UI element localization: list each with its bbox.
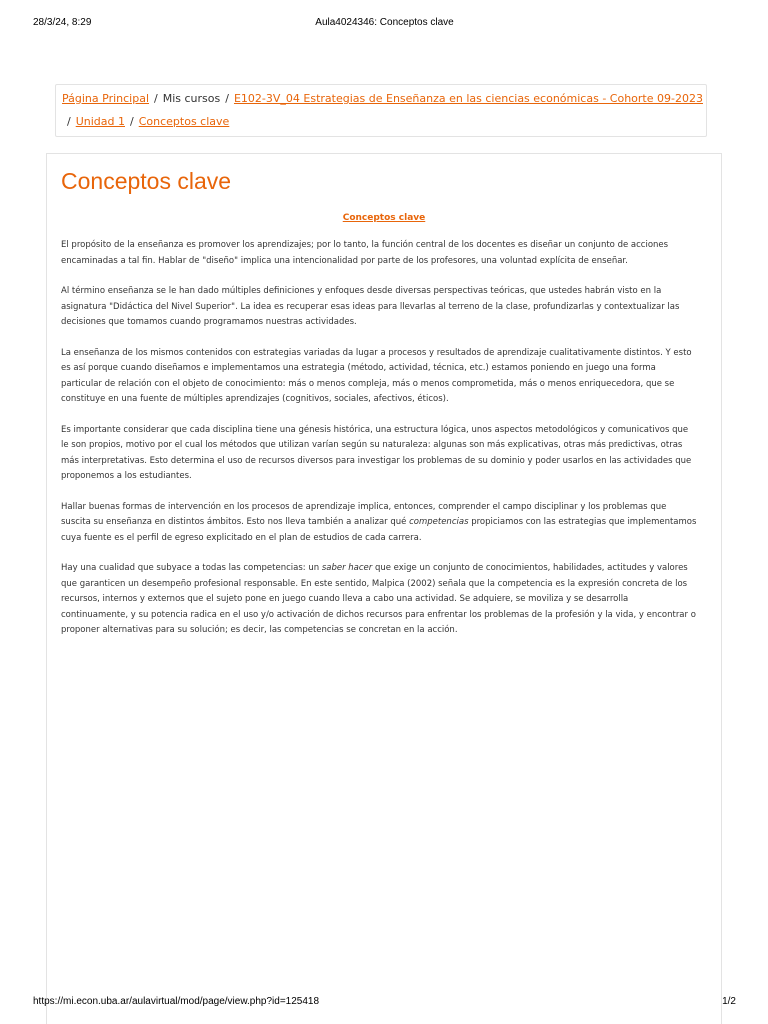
paragraph-6-text-end: que exige un conjunto de conocimientos, habilidades, actitudes y valores que garanticen un desempeño profesional responsable. En este sentido, Malpica (2002) señala que la competencia es la expresión concreta de los recursos, internos y externos que el sujeto pone en juego cuando lleva a cabo una actividad. Se adquiere, se moviliza y se desarrolla continuamente, y su potencia radica en el uso y/o activación de dichos recursos para enfrentar los problemas de la profesión y la vida, y encontrar o proponer alternativas para su solución; es decir, las competencias se concretan en la acción.	[61, 563, 696, 635]
page-content	[46, 153, 722, 1024]
content-subtitle: Conceptos clave	[342, 213, 426, 223]
paragraph-4: Es importante considerar que cada disciplina tiene una génesis histórica, una estructura lógica, unos aspectos metodológicos y comunicativos que le son propios, motivo por el cual los métodos que utilizan varían según su naturaleza: algunas son más explicativas, otras más predictivas, otras más interpretativas. Esto determina el uso de recursos diversos para investigar los problemas de su dominio y poder usarlos en las actividades que proponemos a los estudiantes.	[61, 424, 692, 481]
content-body	[61, 238, 697, 654]
breadcrumb-my-courses: Mis cursos	[162, 92, 221, 105]
breadcrumb-home-link[interactable]: Página Principal	[62, 92, 150, 105]
print-date: 28/3/24, 8:29	[33, 17, 92, 28]
paragraph-5-text: Hallar buenas formas de intervención en los procesos de aprendizaje implica, entonces, comprender el campo disciplinar y los problemas que suscita su enseñanza en distintos ámbitos. Esto nos lleva también a analizar qué	[61, 501, 667, 527]
print-title: Aula4024346: Conceptos clave	[315, 17, 454, 28]
breadcrumb-current-link[interactable]: Conceptos clave	[138, 115, 230, 128]
breadcrumb	[55, 84, 707, 137]
paragraph-5-emphasis: competencias	[409, 517, 469, 527]
breadcrumb-separator: /	[130, 115, 134, 128]
breadcrumb-separator: /	[67, 115, 71, 128]
paragraph-2: Al término enseñanza se le han dado múltiples definiciones y enfoques desde diversas perspectivas teóricas, que ustedes habrán visto en la asignatura "Didáctica del Nivel Superior". La idea es recuperar esas ideas para llevarlas al terreno de la clase, profundizarlas y contextualizar las decisiones que tomamos cuando programamos nuestras actividades.	[61, 286, 680, 327]
breadcrumb-separator: /	[154, 92, 158, 105]
print-header	[33, 17, 736, 31]
paragraph-1: El propósito de la enseñanza es promover los aprendizajes; por lo tanto, la función central de los docentes es diseñar un conjunto de acciones encaminadas a tal fin. Hablar de "diseño" implica una intencionalidad por parte de los profesores, una voluntad explícita de enseñar.	[61, 240, 669, 266]
paragraph-5	[61, 500, 697, 547]
print-footer	[33, 996, 736, 1010]
paragraph-6	[61, 561, 697, 639]
paragraph-6-text: Hay una cualidad que subyace a todas las competencias: un	[61, 563, 322, 573]
print-url: https://mi.econ.uba.ar/aulavirtual/mod/page/view.php?id=125418	[33, 996, 320, 1007]
breadcrumb-line-2	[62, 115, 229, 131]
breadcrumb-course-link[interactable]: E102-3V_04 Estrategias de Enseñanza en las ciencias económicas - Cohorte 09-2023	[233, 92, 703, 105]
breadcrumb-separator: /	[225, 92, 229, 105]
breadcrumb-unit-link[interactable]: Unidad 1	[75, 115, 125, 128]
breadcrumb-line-1	[62, 92, 703, 108]
page-title: Conceptos clave	[61, 168, 232, 194]
paragraph-3: La enseñanza de los mismos contenidos con estrategias variadas da lugar a procesos y resultados de aprendizaje cualitativamente distintos. Y esto es así porque cuando diseñamos e implementamos una estrategia (método, actividad, técnica, etc.) estamos poniendo en juego una forma particular de relación con el objeto de conocimiento: más o menos compleja, más o menos comprometida, más o menos enriquecedora, que se constituye en una fuente de múltiples aprendizajes (cognitivos, sociales, afectivos, éticos).	[61, 347, 692, 404]
print-page-count: 1/2	[722, 996, 736, 1007]
paragraph-6-emphasis: saber hacer	[321, 563, 373, 573]
paragraph-5-text-end: propiciamos con las estrategias que implementamos cuya fuente es el perfil de egreso explicitado en el plan de estudios de cada carrera.	[61, 517, 697, 543]
